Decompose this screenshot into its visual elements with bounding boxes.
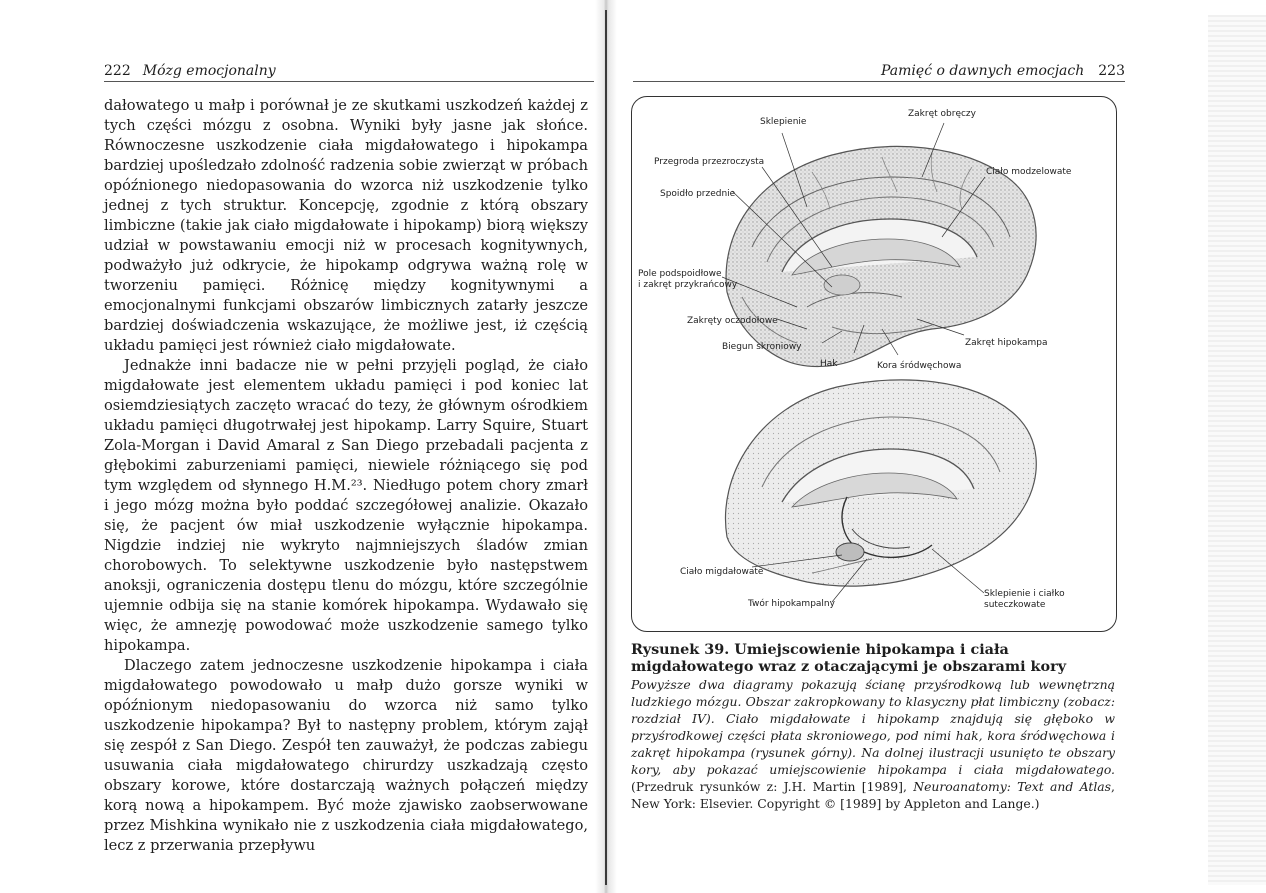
label-zakret-przykrancowy: i zakręt przykrańcowy [638,280,738,290]
label-cialo-migdalowate: Ciało migdałowate [680,567,764,577]
top-brain-drawing [722,123,1036,367]
left-page [0,0,605,893]
right-page [605,0,1266,893]
caption-credit-post: , New York: Elsevier. Copyright © [1989] by Appleton and Lange.) [631,779,1115,811]
label-cialo-modzelowate: Ciało modzelowate [986,167,1072,177]
caption-italic-text: Powyższe dwa diagramy pokazują ścianę przyśrodkową lub wewnętrzną ludzkiego mózgu. Obszar zakropkowany to klasyczny płat limbiczny (zobacz: rozdział IV). Ciało migdałowate i hipokamp znajdują się głęboko w przyśrodkowej części płata skroniowego, pod nimi hak, kora śródwęchowa i zakręt hipokampa (rysunek górny). Na dolnej ilustracji usunięto te obszary kory, aby pokazać umiejscowienie hipokampa i ciała migdałowatego. [631,677,1115,777]
label-spoidlo: Spoidło przednie [660,189,736,199]
label-suteczkowate: suteczkowate [984,600,1046,610]
caption-title: Rysunek 39. Umiejscowienie hipokampa i ciała migdałowatego wraz z otaczającymi je obszarami kory [631,641,1067,675]
label-sklepienie: Sklepienie [760,117,807,127]
left-running-head: Mózg emocjonalny [142,63,276,79]
label-zakret-hipokampa: Zakręt hipokampa [965,338,1048,348]
label-biegun-skroniowy: Biegun skroniowy [722,342,802,352]
label-przegroda: Przegroda przezroczysta [654,157,765,167]
caption-credit-pre: (Przedruk rysunków z: J.H. Martin [1989], [631,779,914,794]
left-running-header [104,63,594,82]
figure-caption [631,641,1115,812]
label-zakret-obreczy: Zakręt obręczy [908,109,976,119]
paragraph-3: Dlaczego zatem jednoczesne uszkodzenie hipokampa i ciała migdałowatego powodowało u małp dużo gorsze wyniki w opóźnionym niedopasowaniu do wzorca niż samo tylko uszkodzenie hipokampa? Był to następny problem, którym zajął się zespół z San Diego. Zespół ten zauważył, że podczas zabiegu usuwania ciała migdałowatego chirurdzy uszkadzają często obszary korowe, które dostarczają ważnych połączeń między korą nową a hipokampem. Być może zjawisko zaobserwowane przez Mishkina wynikało nie z uszkodzenia ciała migdałowatego, lecz z przerwania przepływu [104,657,588,854]
right-running-header [633,63,1125,82]
label-pole-podspoidlowe: Pole podspoidłowe [638,269,722,279]
label-sklepienie-cialko: Sklepienie i ciałko [984,589,1065,599]
right-page-number: 223 [1098,63,1125,79]
label-twor-hipokampalny: Twór hipokampalny [748,599,835,609]
label-kora-srodwechowa: Kora śródwęchowa [877,361,962,371]
brain-figure [631,96,1117,632]
left-body-text [104,96,588,856]
right-running-head: Pamięć o dawnych emocjach [881,63,1085,79]
left-page-number: 222 [104,63,131,79]
caption-credit-book: Neuroanatomy: Text and Atlas [913,779,1112,794]
bottom-brain-drawing [725,380,1036,602]
label-hak: Hak [820,359,838,369]
caption-body [631,676,1115,812]
paragraph-1: dałowatego u małp i porównał je ze skutkami uszkodzeń każdej z tych części mózgu z osobna. Wyniki były jasne jak słońce. Równoczesne uszkodzenie ciała migdałowatego i hipokampa bardziej upośledzało zdolność radzenia sobie zwierząt w próbach opóźnionego niedopasowania do wzorca niż uszkodzenie tylko jednej z tych struktur. Koncepcję, zgodnie z którą obszary limbiczne (takie jak ciało migdałowate i hipokamp) biorą większy udział w powstawaniu emocji niż w procesach kognitywnych, podważyło już odkrycie, że hipokamp odgrywa ważną rolę w tworzeniu pamięci. Różnicę między kognitywnymi a emocjonalnymi funkcjami obszarów limbicznych zatarły jeszcze bardziej doświadczenia wskazujące, że możliwe jest, iż częścią układu pamięci jest również ciało migdałowate. [104,97,588,354]
label-zakrety-oczodolowe: Zakręty oczodołowe [687,316,778,326]
paragraph-2: Jednakże inni badacze nie w pełni przyjęli pogląd, że ciało migdałowate jest elementem układu pamięci i pod koniec lat osiemdziesiątych zaczęto wracać do tezy, że głównym ośrodkiem układu pamięci długotrwałej jest hipokamp. Larry Squire, Stuart Zola-Morgan i David Amaral z San Diego przebadali pacjenta z głębokimi zaburzeniami pamięci, niewiele różniącego się pod tym względem od słynnego H.M.²³. Niedługo potem chory zmarł i jego mózg można było poddać szczegółowej analizie. Okazało się, że pacjent ów miał uszkodzenie wyłącznie hipokampa. Nigdzie indziej nie wykryto najmniejszych śladów zmian chorobowych. To selektywne uszkodzenie było następstwem anoksji, ograniczenia dostępu tlenu do mózgu, które szczególnie ujemnie odbija się na stanie komórek hipokampa. Wydawało się więc, że amnezję powodować może uszkodzenie samego tylko hipokampa. [104,357,588,654]
